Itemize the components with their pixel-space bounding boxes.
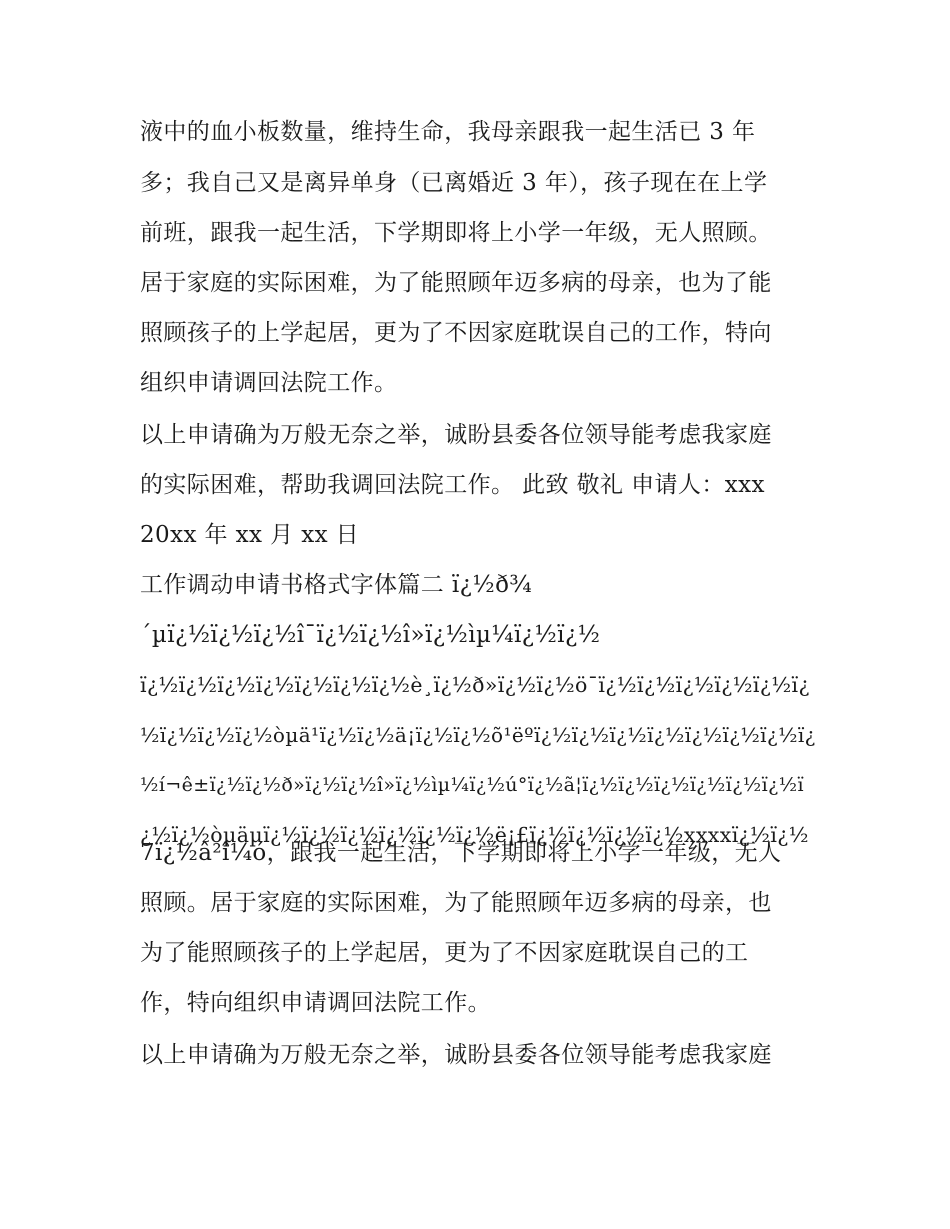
text-line: ï¿½ï¿½ï¿½ï¿½ï¿½ï¿½ï¿½è¸ï¿½ð»ï¿½ï¿½ö¯ï¿½ï¿½ï¿½ï¿½ï¿½ï¿ [140,673,810,697]
text-line: 多；我自己又是离异单身（已离婚近 3 年），孩子现在在上学 [140,170,768,196]
text-line: 工作调动申请书格式字体篇二 ï¿½ð¾ [140,572,533,598]
text-line: 作，特向组织申请调回法院工作。 [140,990,491,1016]
text-line: 20xx 年 xx 月 xx 日 [140,522,360,548]
text-line: 的实际困难，帮助我调回法院工作。 此致 敬礼 申请人：xxx [140,472,765,498]
text-line: 以上申请确为万般无奈之举，诚盼县委各位领导能考虑我家庭 [140,422,772,448]
text-line: ½ï¿½ï¿½ï¿½òµä¹ï¿½ï¿½ä¡ï¿½ï¿½õ¹ëºï¿½ï¿½ï¿½ï¿½ï¿½ï¿½ï¿½ï¿ [140,723,816,747]
text-line: 液中的血小板数量，维持生命，我母亲跟我一起生活已 3 年 [140,119,756,145]
text-line: 照顾。居于家庭的实际困难，为了能照顾年迈多病的母亲，也 [140,890,772,916]
text-line: ¿½ï¿½òµäµï¿½ï¿½ï¿½ï¿½ï¿½ï¿½ë¡£ï¿½ï¿½ï¿½ï¿½xxxxï¿½ï¿½ [140,823,809,847]
text-line: ´µï¿½ï¿½ï¿½î¯ï¿½ï¿½î»ï¿½ìµ¼ï¿½ï¿½ [140,622,601,648]
text-line: 组织申请调回法院工作。 [140,370,398,396]
text-line: ½í¬ê±ï¿½ï¿½ð»ï¿½ï¿½î»ï¿½ìµ¼ï¿½ú°ï¿½ã¦ï¿½ï¿½ï¿½ï¿½ï¿½ï¿½ï [140,774,804,796]
text-line: 为了能照顾孩子的上学起居，更为了不因家庭耽误自己的工 [140,940,749,966]
text-line: 以上申请确为万般无奈之举，诚盼县委各位领导能考虑我家庭 [140,1042,772,1068]
text-line: 居于家庭的实际困难，为了能照顾年迈多病的母亲，也为了能 [140,270,772,296]
text-line: 照顾孩子的上学起居，更为了不因家庭耽误自己的工作，特向 [140,320,772,346]
text-line: 前班，跟我一起生活，下学期即将上小学一年级，无人照顾。 [140,220,772,246]
text-line: 7ï¿½â²î¼ó，跟我一起生活，下学期即将上小学一年级，无人 [140,840,782,866]
